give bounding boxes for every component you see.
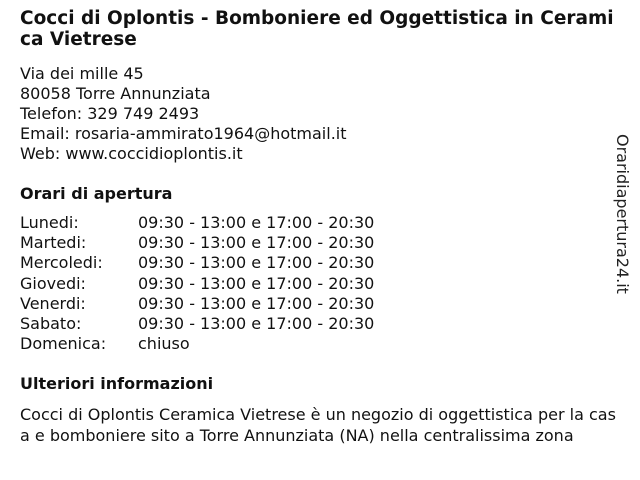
day-label: Giovedi: <box>20 273 86 293</box>
day-label: Domenica: <box>20 334 107 354</box>
site-watermark: Oraridiapertura24.it <box>613 134 632 294</box>
day-label: Lunedi: <box>20 213 79 232</box>
hours-row-wednesday <box>20 253 374 273</box>
hours-row-friday <box>20 294 374 314</box>
day-hours: 09:30 - 13:00 e 17:00 - 20:30 <box>138 273 375 293</box>
day-hours: 09:30 - 13:00 e 17:00 - 20:30 <box>138 213 375 232</box>
day-hours: 09:30 - 13:00 e 17:00 - 20:30 <box>138 253 375 273</box>
day-label: Sabato: <box>20 314 82 334</box>
hours-row-thursday <box>20 274 374 294</box>
day-hours: 09:30 - 13:00 e 17:00 - 20:30 <box>138 233 375 253</box>
day-hours: 09:30 - 13:00 e 17:00 - 20:30 <box>138 314 375 334</box>
opening-hours-heading: Orari di apertura <box>20 184 173 203</box>
hours-row-sunday <box>20 334 374 354</box>
hours-row-tuesday <box>20 233 374 253</box>
day-label: Mercoledi: <box>20 253 103 273</box>
hours-row-monday <box>20 213 374 233</box>
day-label: Venerdi: <box>20 293 86 313</box>
day-hours: 09:30 - 13:00 e 17:00 - 20:30 <box>138 293 375 313</box>
contact-block <box>20 64 347 164</box>
address-street: Via dei mille 45 <box>20 64 144 83</box>
address-city: 80058 Torre Annunziata <box>20 84 211 103</box>
web-line: Web: www.coccidioplontis.it <box>20 144 243 163</box>
day-label: Martedi: <box>20 233 87 253</box>
business-title: Cocci di Oplontis - Bomboniere ed Oggettistica in Ceramica Vietrese <box>20 8 614 50</box>
day-hours: chiuso <box>138 334 190 354</box>
phone-line: Telefon: 329 749 2493 <box>20 104 200 123</box>
opening-hours-table <box>20 213 374 354</box>
more-info-heading: Ulteriori informazioni <box>20 374 214 393</box>
hours-row-saturday <box>20 314 374 334</box>
email-line: Email: rosaria-ammirato1964@hotmail.it <box>20 124 347 143</box>
business-description: Cocci di Oplontis Ceramica Vietrese è un negozio di oggettistica per la casa e bomboniere sito a Torre Annunziata (NA) nella centralissima zona <box>20 405 616 445</box>
